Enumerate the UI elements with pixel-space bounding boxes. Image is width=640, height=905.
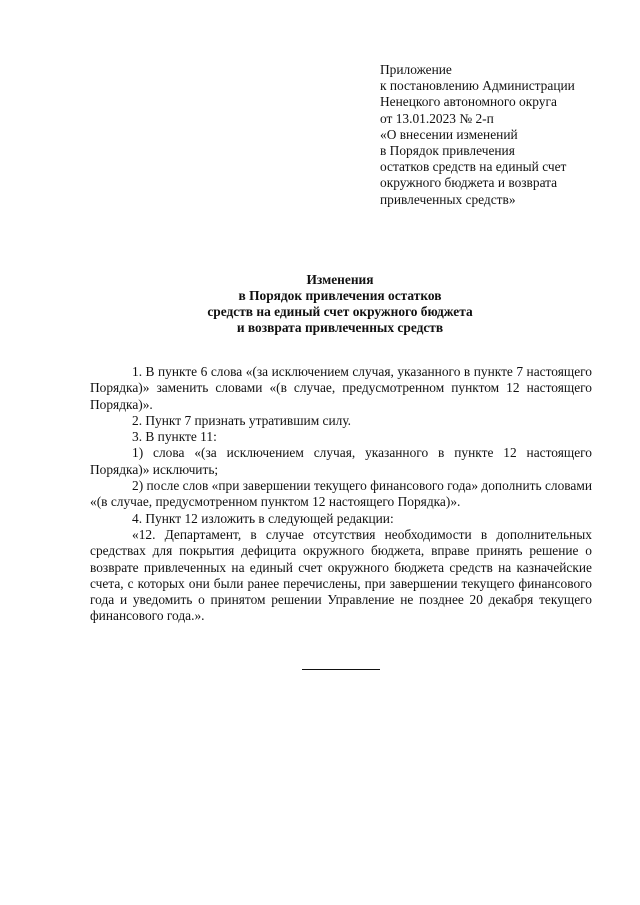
document-title	[90, 272, 590, 336]
appendix-header	[380, 62, 620, 208]
appendix-line: остатков средств на единый счет	[380, 159, 567, 175]
paragraph-item-1: 1. В пункте 6 слова «(за исключением случая, указанного в пункте 7 настоящего Порядка)» заменить словами «(в случае, предусмотренном пунктом 12 настоящего Порядка)».	[90, 364, 592, 412]
appendix-line: окружного бюджета и возврата	[380, 175, 558, 191]
paragraph-item-4: 4. Пункт 12 изложить в следующей редакции:	[132, 510, 394, 526]
title-line: и возврата привлеченных средств	[236, 320, 444, 335]
appendix-line: к постановлению Администрации	[380, 78, 575, 94]
appendix-line: «О внесении изменений	[380, 126, 518, 142]
appendix-line: от 13.01.2023 № 2-п	[380, 110, 494, 126]
appendix-line: Ненецкого автономного округа	[380, 94, 557, 110]
document-body	[90, 364, 592, 625]
appendix-line: Приложение	[380, 62, 452, 77]
paragraph-subitem-2: 2) после слов «при завершении текущего финансового года» дополнить словами «(в случае, предусмотренном пунктом 12 настоящего Порядка)».	[90, 478, 592, 510]
appendix-line: привлеченных средств»	[380, 191, 516, 207]
title-line: в Порядок привлечения остатков	[238, 288, 442, 303]
title-line: средств на единый счет окружного бюджета	[207, 304, 473, 319]
paragraph-item-2: 2. Пункт 7 признать утратившим силу.	[132, 412, 352, 428]
appendix-line: в Порядок привлечения	[380, 143, 515, 159]
paragraph-item-3: 3. В пункте 11:	[132, 429, 217, 445]
title-line: Изменения	[306, 272, 374, 287]
end-divider	[302, 669, 380, 670]
paragraph-subitem-1: 1) слова «(за исключением случая, указанного в пункте 12 настоящего Порядка)» исключить;	[90, 445, 592, 477]
paragraph-quoted-item-12: «12. Департамент, в случае отсутствия необходимости в дополнительных средствах для покрытия дефицита окружного бюджета, вправе принять решение о возврате привлеченных на единый счет окружного бюджета средств на казначейские счета, с которых они были ранее перечислены, при завершении текущего финансового года и уведомить о принятом решении Управление не позднее 20 декабря текущего финансового года.».	[90, 526, 592, 624]
